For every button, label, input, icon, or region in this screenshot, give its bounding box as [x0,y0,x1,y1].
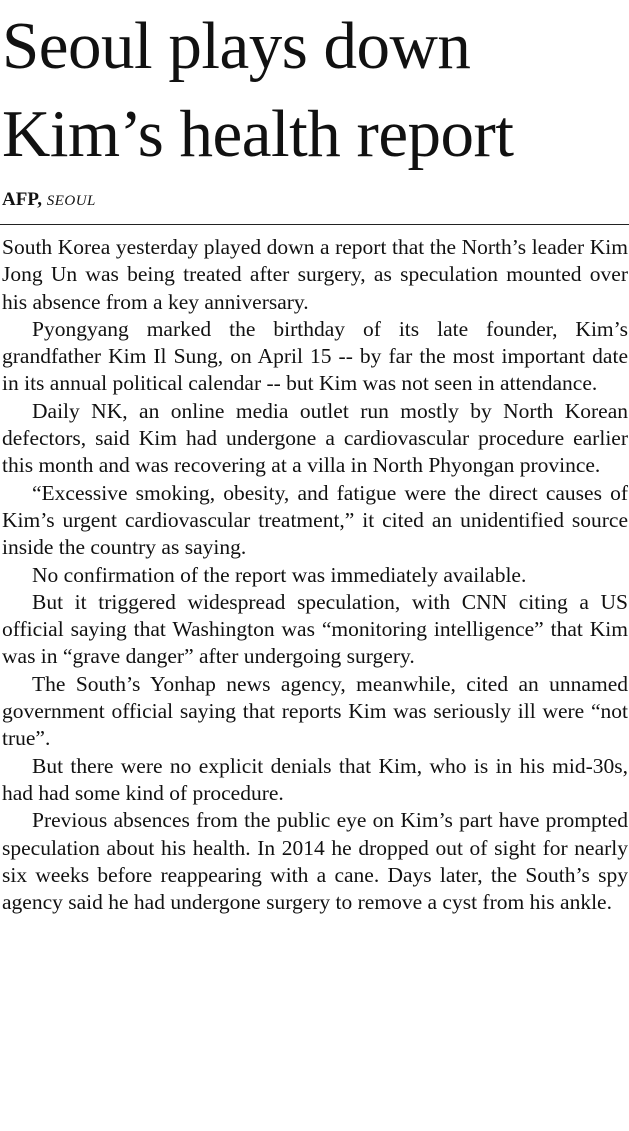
article-paragraph: But there were no explicit denials that Kim, who is in his mid-30s, had had some kind of procedure. [2,753,628,805]
article-body [2,234,628,916]
byline [2,188,96,213]
article-paragraph: “Excessive smoking, obesity, and fatigue were the direct causes of Kim’s urgent cardiovascular treatment,” it cited an unidentified source inside the country as saying. [2,480,628,560]
article-paragraph: The South’s Yonhap news agency, meanwhile, cited an unnamed government official saying that reports Kim was seriously ill were “not true”. [2,671,628,751]
article-paragraph: Daily NK, an online media outlet run mostly by North Korean defectors, said Kim had undergone a cardiovascular procedure earlier this month and was recovering at a villa in North Phyongan province. [2,398,628,478]
byline-agency: AFP, [2,189,42,210]
article-paragraph: No confirmation of the report was immediately available. [32,562,527,587]
byline-location: SEOUL [46,193,96,209]
byline-divider [0,224,629,225]
article-paragraph: South Korea yesterday played down a report that the North’s leader Kim Jong Un was being treated after surgery, as speculation mounted over his absence from a key anniversary. [2,235,628,314]
headline: Seoul plays down Kim’s health report [2,9,514,171]
article-paragraph: Previous absences from the public eye on Kim’s part have prompted speculation about his health. In 2014 he dropped out of sight for nearly six weeks before reappearing with a cane. Days later, the South’s spy agency said he had undergone surgery to remove a cyst from his ankle. [2,808,628,915]
article-paragraph: Pyongyang marked the birthday of its late founder, Kim’s grandfather Kim Il Sung, on April 15 -- by far the most important date in its annual political calendar -- but Kim was not seen in attendance. [2,316,628,396]
article-paragraph: But it triggered widespread speculation, with CNN citing a US official saying that Washington was “monitoring intelligence” that Kim was in “grave danger” after undergoing surgery. [2,589,628,669]
